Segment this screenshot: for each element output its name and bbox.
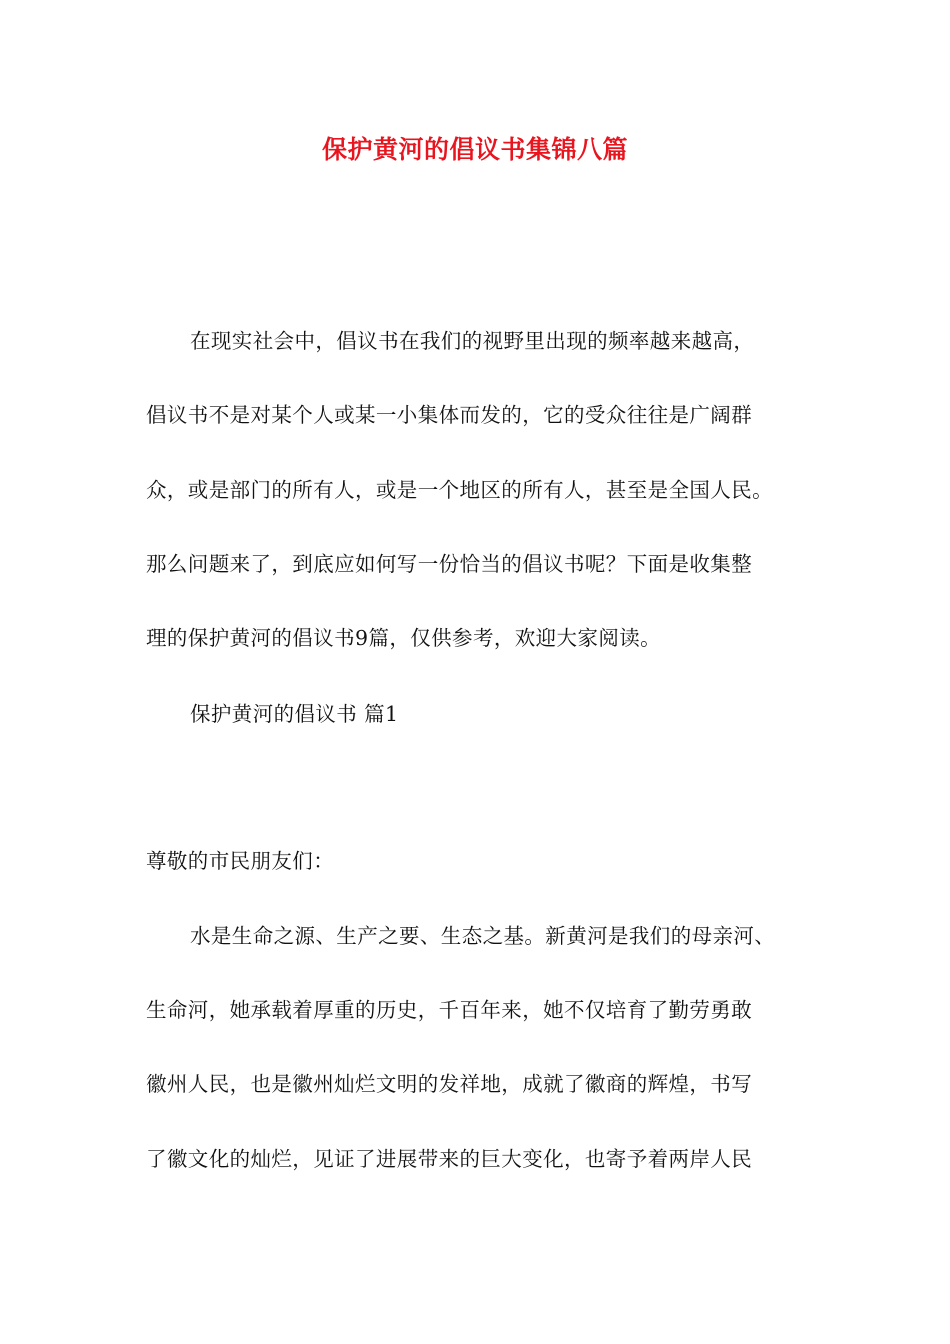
intro-line-4: 那么问题来了，到底应如何写一份恰当的倡议书呢？下面是收集整: [146, 552, 753, 576]
body-line-2: 生命河，她承载着厚重的历史，千百年来，她不仅培育了勤劳勇敢: [146, 998, 753, 1022]
body-line-4: 了徽文化的灿烂，见证了进展带来的巨大变化，也寄予着两岸人民: [146, 1147, 753, 1171]
document-title: 保护黄河的倡议书集锦八篇: [321, 135, 628, 164]
section-heading: 保护黄河的倡议书 篇1: [190, 702, 399, 726]
intro-line-2: 倡议书不是对某个人或某一小集体而发的，它的受众往往是广阔群: [146, 403, 753, 427]
salutation: 尊敬的市民朋友们：: [146, 849, 335, 873]
intro-line-1: 在现实社会中，倡议书在我们的视野里出现的频率越来越高，: [190, 329, 755, 353]
body-line-3: 徽州人民，也是徽州灿烂文明的发祥地，成就了徽商的辉煌，书写: [146, 1072, 753, 1096]
body-line-1: 水是生命之源、生产之要、生态之基。新黄河是我们的母亲河、: [190, 924, 776, 948]
intro-line-5: 理的保护黄河的倡议书9篇，仅供参考，欢迎大家阅读。: [146, 626, 662, 650]
intro-line-3: 众，或是部门的所有人，或是一个地区的所有人，甚至是全国人民。: [146, 478, 773, 502]
